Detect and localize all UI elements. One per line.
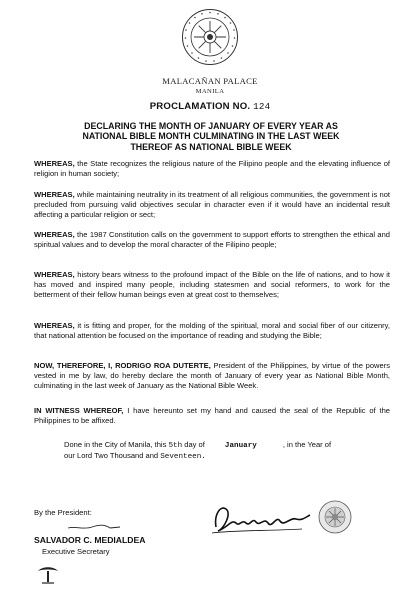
presidential-seal: [181, 8, 239, 66]
proclamation-label: PROCLAMATION NO.: [149, 101, 251, 112]
paragraph-text: I have hereunto set my hand and caused the seal of the Republic of the Philippines to be affixed.: [34, 406, 390, 425]
whereas-paragraph-5: [34, 321, 390, 341]
palace-city: MANILA: [195, 88, 225, 95]
proclamation-number-value: 124: [253, 101, 271, 112]
done-suffix: , in the Year of: [282, 440, 332, 449]
paragraph-lead: WHEREAS,: [34, 270, 75, 279]
secretary-signature: [66, 519, 122, 533]
paragraph-lead: WHEREAS,: [34, 190, 75, 199]
proclamation-number: [0, 101, 420, 112]
paragraph-lead: WHEREAS,: [34, 230, 75, 239]
done-line2-prefix: our Lord Two Thousand and: [64, 451, 159, 461]
president-signature: [206, 497, 314, 541]
whereas-paragraph-3: [34, 230, 390, 250]
done-year: Seventeen.: [160, 453, 206, 462]
whereas-paragraph-4: [34, 270, 390, 300]
small-seal-icon: [318, 500, 352, 534]
by-the-president-label: By the President:: [34, 508, 92, 517]
palace-name: MALACAÑAN PALACE: [162, 76, 258, 86]
paragraph-lead: WHEREAS,: [34, 159, 75, 168]
tree-logo-icon: [36, 563, 60, 585]
paragraph-lead: WHEREAS,: [34, 321, 75, 330]
done-month: January: [224, 442, 257, 450]
secretary-name: SALVADOR C. MEDIALDEA: [34, 535, 146, 545]
done-day: 5th: [168, 442, 183, 450]
witness-paragraph: [34, 406, 390, 426]
paragraph-lead: IN WITNESS WHEREOF,: [34, 406, 124, 415]
paragraph-text: it is fitting and proper, for the molding of the spiritual, moral and social fiber of our citizenry, that national attention be focused on the importance of reading and studying the Bible;: [34, 321, 390, 340]
paragraph-lead: NOW, THEREFORE, I, RODRIGO ROA DUTERTE,: [34, 361, 211, 370]
paragraph-text: the 1987 Constitution calls on the government to support efforts to strengthen the ethical and spiritual values and to develop the moral character of the Filipino people;: [34, 230, 390, 249]
paragraph-text: while maintaining neutrality in its treatment of all religious communities, the government is not precluded from pursuing valid objectives secular in character even if it would have an incidental result affecting a particular religion or sect;: [34, 190, 390, 219]
done-day-word: day of: [184, 440, 205, 449]
seal-lettering: [0, 0, 1, 1]
paragraph-text: history bears witness to the profound impact of the Bible on the life of nations, and to how it has moved and inspired many people, including statesmen and social reformers, to work for the betterment of their fellow human beings even at great cost to themselves;: [34, 270, 390, 299]
paragraph-text: the State recognizes the religious nature of the Filipino people and the elevating influence of religion in human society;: [34, 159, 390, 178]
proclamation-title: DECLARING THE MONTH OF JANUARY OF EVERY YEAR AS NATIONAL BIBLE MONTH CULMINATING IN THE LAST WEEK THEREOF AS NATIONAL BIBLE WEEK: [82, 121, 340, 152]
declaration-paragraph: [34, 361, 390, 391]
paragraph-text: President of the Philippines, by virtue of the powers vested in me by law, do hereby declare the month of January of every year as National Bible Month, culminating in the last week of January as the National Bible Week.: [34, 361, 390, 390]
done-in-manila-line: [64, 440, 394, 462]
secretary-title: Executive Secretary: [42, 547, 110, 556]
whereas-paragraph-1: [34, 159, 390, 179]
done-prefix: Done in the City of Manila, this: [64, 440, 167, 449]
whereas-paragraph-2: [34, 190, 390, 220]
